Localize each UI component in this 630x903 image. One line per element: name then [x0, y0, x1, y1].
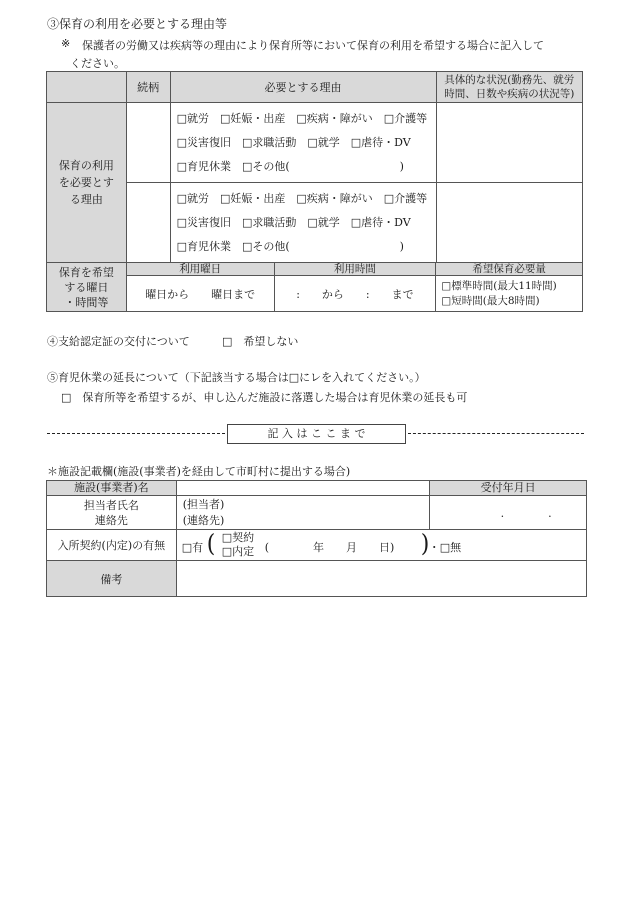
dashed-line-right: [408, 433, 584, 434]
section3-title: ③保育の利用を必要とする理由等: [47, 17, 228, 31]
contract-field[interactable]: [176, 530, 586, 561]
contact-label-1: 担当者氏名: [83, 498, 139, 512]
amount-options[interactable]: [436, 276, 583, 312]
contact-label-2: 連絡先: [94, 513, 128, 527]
days-value[interactable]: 曜日から 曜日まで: [126, 276, 274, 312]
dashed-line-left: [47, 433, 225, 434]
wish-label: [47, 263, 127, 312]
contract-naitei-checkbox[interactable]: □内定: [221, 545, 255, 558]
reception-date-field[interactable]: . .: [430, 496, 587, 530]
days-header: 利用曜日: [126, 263, 274, 276]
left-brace-icon: (: [206, 530, 216, 559]
reason-options-1[interactable]: [170, 103, 436, 183]
reception-date-header: 受付年月日: [430, 481, 587, 496]
section5-title: ⑤育児休業の延長について（下記該当する場合は□にレを入れてください。）: [47, 371, 426, 384]
leave-extension-checkbox[interactable]: □ 保育所等を希望するが、申し込んだ施設に落選した場合は育児休業の延長も可: [61, 391, 468, 404]
wish-label-3: ・時間等: [64, 295, 109, 309]
staff-field[interactable]: (担当者): [182, 497, 225, 511]
facility-name-header: 施設(事業者)名: [47, 481, 177, 496]
remarks-field[interactable]: [176, 561, 586, 597]
facility-title: ＊施設記載欄(施設(事業者)を経由して市町村に提出する場合): [47, 465, 351, 478]
note-line-1: 保護者の労働又は疾病等の理由により保育所等において保育の利用を希望する場合に記入して: [82, 39, 544, 52]
contract-date[interactable]: ( 年 月 日): [264, 541, 395, 554]
contract-label: 入所契約(内定)の有無: [47, 530, 177, 561]
contract-keiyaku-checkbox[interactable]: □契約: [221, 531, 255, 544]
schedule-table: [46, 262, 583, 312]
contract-yes-checkbox[interactable]: □有: [181, 541, 204, 554]
remarks-label: 備考: [47, 561, 177, 597]
facility-name-field[interactable]: [176, 481, 429, 496]
time-value[interactable]: : から : まで: [274, 276, 436, 312]
detail-header-line2: 時間、日数や疾病の状況等): [444, 88, 575, 100]
reason-line[interactable]: □就労 □妊娠・出産 □疾病・障がい □介護等: [176, 111, 428, 125]
reason-header: 必要とする理由: [170, 72, 436, 103]
amount-standard-checkbox[interactable]: □標準時間(最大11時間): [441, 279, 557, 292]
contact-fields[interactable]: [176, 496, 429, 530]
wish-label-2: する曜日: [64, 280, 109, 294]
reason-line[interactable]: □育児休業 □その他( ): [176, 159, 404, 173]
contact-label: [47, 496, 177, 530]
detail-header: [436, 72, 582, 103]
reason-table: [46, 71, 583, 263]
time-header: 利用時間: [274, 263, 436, 276]
section4-title: ④支給認定証の交付について: [47, 335, 190, 348]
fill-until-here-label: 記 入 は こ こ ま で: [227, 424, 406, 444]
note-line-2: ください。: [70, 57, 125, 70]
facility-table: [46, 480, 587, 597]
need-reason-label-1: 保育の利用: [58, 159, 114, 172]
reason-options-2[interactable]: [170, 183, 436, 263]
detail-header-line1: 具体的な状況(勤務先、就労: [444, 74, 575, 86]
relation-header: 続柄: [126, 72, 170, 103]
relation-cell-1[interactable]: [126, 103, 170, 183]
wish-label-1: 保育を希望: [58, 265, 114, 279]
detail-cell-1[interactable]: [436, 103, 582, 183]
need-reason-label-3: る理由: [69, 193, 103, 206]
reason-line[interactable]: □災害復旧 □求職活動 □就学 □虐待・DV: [176, 135, 411, 149]
certificate-no-checkbox[interactable]: □ 希望しない: [222, 335, 299, 348]
relation-cell-2[interactable]: [126, 183, 170, 263]
detail-cell-2[interactable]: [436, 183, 582, 263]
note-mark: ※: [61, 37, 71, 50]
need-reason-label: [47, 103, 127, 263]
reason-line[interactable]: □就労 □妊娠・出産 □疾病・障がい □介護等: [176, 191, 428, 205]
contract-no-checkbox[interactable]: ・□無: [428, 541, 462, 554]
amount-header: 希望保育必要量: [436, 263, 583, 276]
right-brace-icon: ): [420, 530, 430, 559]
corner-cell: [47, 72, 127, 103]
tel-field[interactable]: (連絡先): [182, 513, 225, 527]
reason-line[interactable]: □育児休業 □その他( ): [176, 239, 404, 253]
reason-line[interactable]: □災害復旧 □求職活動 □就学 □虐待・DV: [176, 215, 411, 229]
need-reason-label-2: を必要とす: [58, 176, 114, 189]
amount-short-checkbox[interactable]: □短時間(最大8時間): [441, 294, 540, 307]
